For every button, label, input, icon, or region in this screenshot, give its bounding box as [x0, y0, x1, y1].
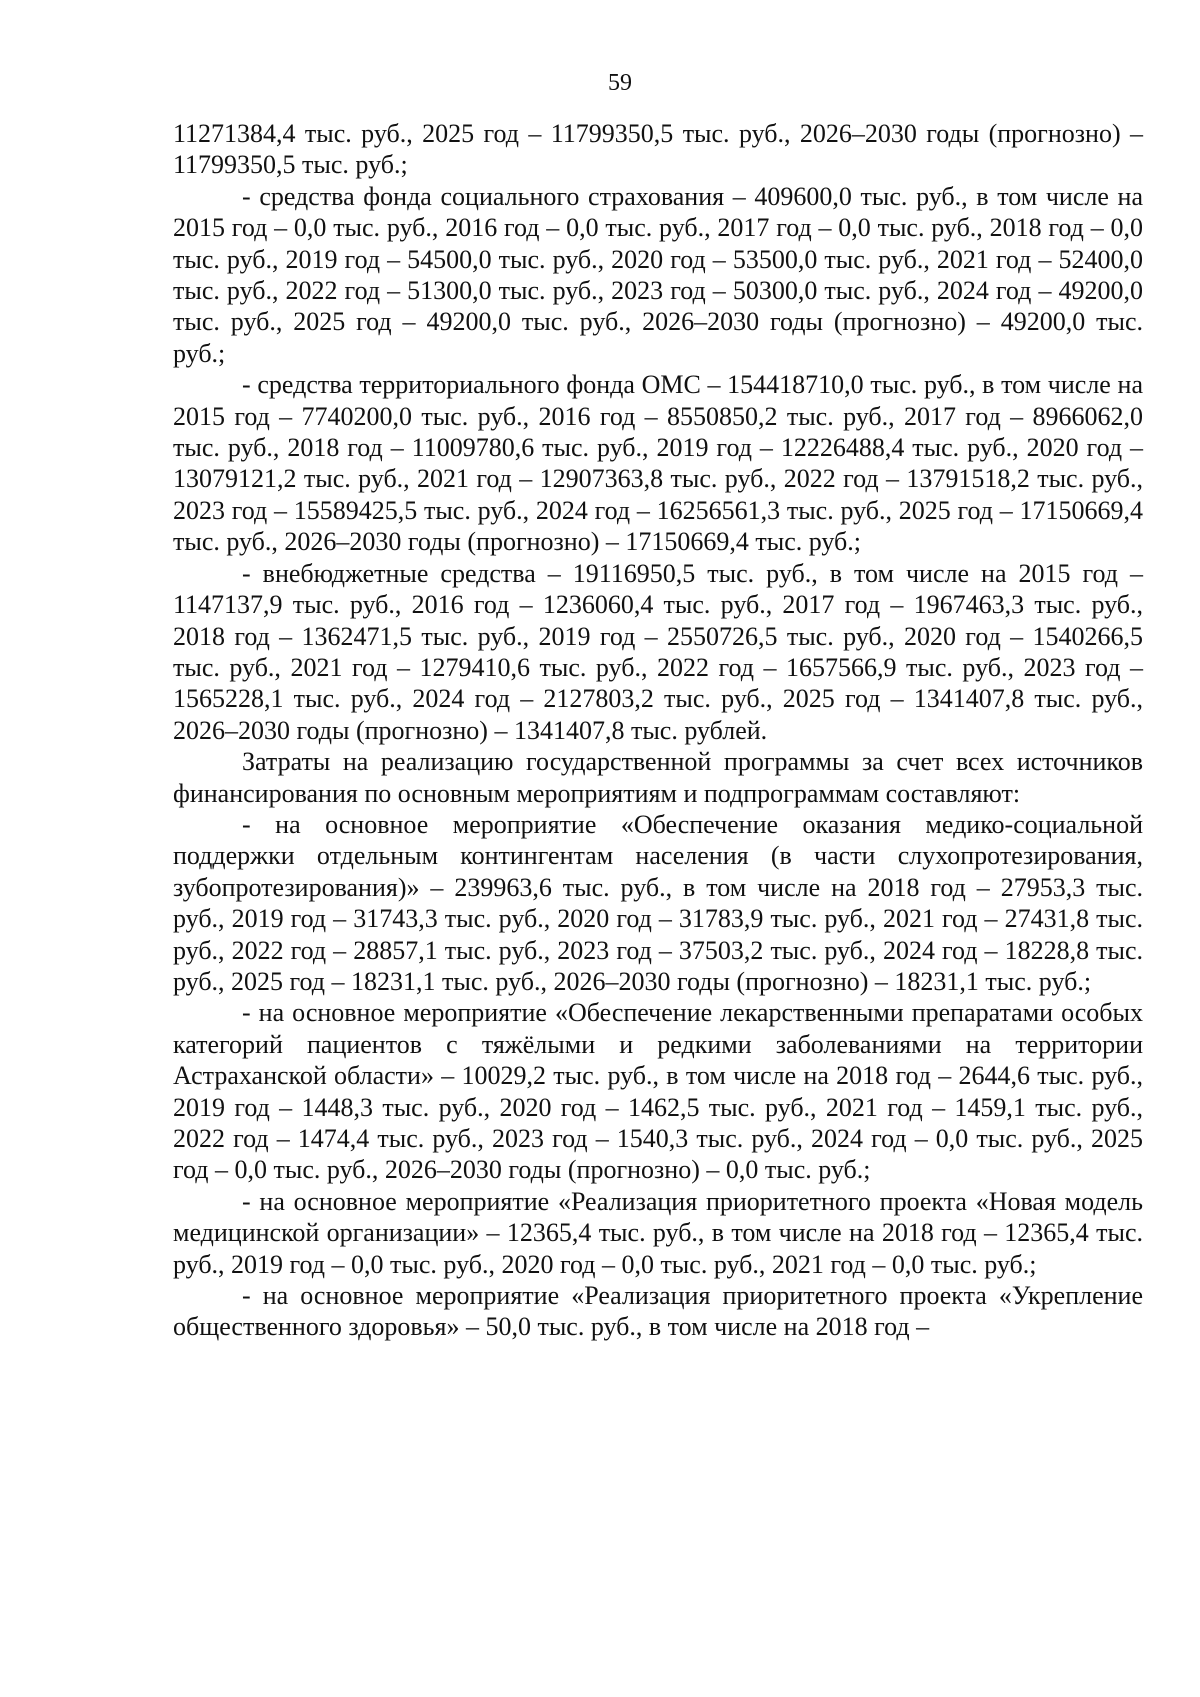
- paragraph-extrabudgetary-funds: - внебюджетные средства – 19116950,5 тыс. руб., в том числе на 2015 год – 1147137,9 тыс. руб., 2016 год – 1236060,4 тыс. руб., 2017 год – 1967463,3 тыс. руб., 2018 год – 1362471,5 тыс. руб., 2019 год – 2550726,5 тыс. руб., 2020 год – 1540266,5 тыс. руб., 2021 год – 1279410,6 тыс. руб., 2022 год – 1657566,9 тыс. руб., 2023 год – 1565228,1 тыс. руб., 2024 год – 2127803,2 тыс. руб., 2025 год – 1341407,8 тыс. руб., 2026–2030 годы (прогнозно) – 1341407,8 тыс. рублей.: [173, 558, 1143, 745]
- document-body: [173, 118, 1143, 1343]
- paragraph-new-model-medical-org: - на основное мероприятие «Реализация приоритетного проекта «Новая модель медицинской организации» – 12365,4 тыс. руб., в том числе на 2018 год – 12365,4 тыс. руб., 2019 год – 0,0 тыс. руб., 2020 год – 0,0 тыс. руб., 2021 год – 0,0 тыс. руб.;: [173, 1186, 1143, 1279]
- paragraph-public-health: - на основное мероприятие «Реализация приоритетного проекта «Укрепление общественного здоровья» – 50,0 тыс. руб., в том числе на 2018 год –: [173, 1281, 1143, 1342]
- page-number: 59: [608, 70, 632, 96]
- paragraph-territorial-oms-fund: - средства территориального фонда ОМС – 154418710,0 тыс. руб., в том числе на 2015 год – 7740200,0 тыс. руб., 2016 год – 8550850,2 тыс. руб., 2017 год – 8966062,0 тыс. руб., 2018 год – 11009780,6 тыс. руб., 2019 год – 12226488,4 тыс. руб., 2020 год – 13079121,2 тыс. руб., 2021 год – 12907363,8 тыс. руб., 2022 год – 13791518,2 тыс. руб., 2023 год – 15589425,5 тыс. руб., 2024 год – 16256561,3 тыс. руб., 2025 год – 17150669,4 тыс. руб., 2026–2030 годы (прогнозно) – 17150669,4 тыс. руб.;: [173, 370, 1143, 557]
- paragraph-medicines-rare-diseases: - на основное мероприятие «Обеспечение лекарственными препаратами особых категорий пациентов с тяжёлыми и редкими заболеваниями на территории Астраханской области» – 10029,2 тыс. руб., в том числе на 2018 год – 2644,6 тыс. руб., 2019 год – 1448,3 тыс. руб., 2020 год – 1462,5 тыс. руб., 2021 год – 1459,1 тыс. руб., 2022 год – 1474,4 тыс. руб., 2023 год – 1540,3 тыс. руб., 2024 год – 0,0 тыс. руб., 2025 год – 0,0 тыс. руб., 2026–2030 годы (прогнозно) – 0,0 тыс. руб.;: [173, 998, 1143, 1185]
- paragraph-program-costs-intro: Затраты на реализацию государственной программы за счет всех источников финансирования по основным мероприятиям и подпрограммам составляют:: [173, 747, 1143, 808]
- paragraph-continuation: 11271384,4 тыс. руб., 2025 год – 11799350,5 тыс. руб., 2026–2030 годы (прогнозно) – 11799350,5 тыс. руб.;: [173, 119, 1143, 180]
- paragraph-medico-social-support: - на основное мероприятие «Обеспечение оказания медико-социальной поддержки отдельным контингентам населения (в части слухопротезирования, зубопротезирования)» – 239963,6 тыс. руб., в том числе на 2018 год – 27953,3 тыс. руб., 2019 год – 31743,3 тыс. руб., 2020 год – 31783,9 тыс. руб., 2021 год – 27431,8 тыс. руб., 2022 год – 28857,1 тыс. руб., 2023 год – 37503,2 тыс. руб., 2024 год – 18228,8 тыс. руб., 2025 год – 18231,1 тыс. руб., 2026–2030 годы (прогнозно) – 18231,1 тыс. руб.;: [173, 809, 1143, 996]
- paragraph-social-insurance-fund: - средства фонда социального страхования – 409600,0 тыс. руб., в том числе на 2015 год – 0,0 тыс. руб., 2016 год – 0,0 тыс. руб., 2017 год – 0,0 тыс. руб., 2018 год – 0,0 тыс. руб., 2019 год – 54500,0 тыс. руб., 2020 год – 53500,0 тыс. руб., 2021 год – 52400,0 тыс. руб., 2022 год – 51300,0 тыс. руб., 2023 год – 50300,0 тыс. руб., 2024 год – 49200,0 тыс. руб., 2025 год – 49200,0 тыс. руб., 2026–2030 годы (прогнозно) – 49200,0 тыс. руб.;: [173, 181, 1143, 368]
